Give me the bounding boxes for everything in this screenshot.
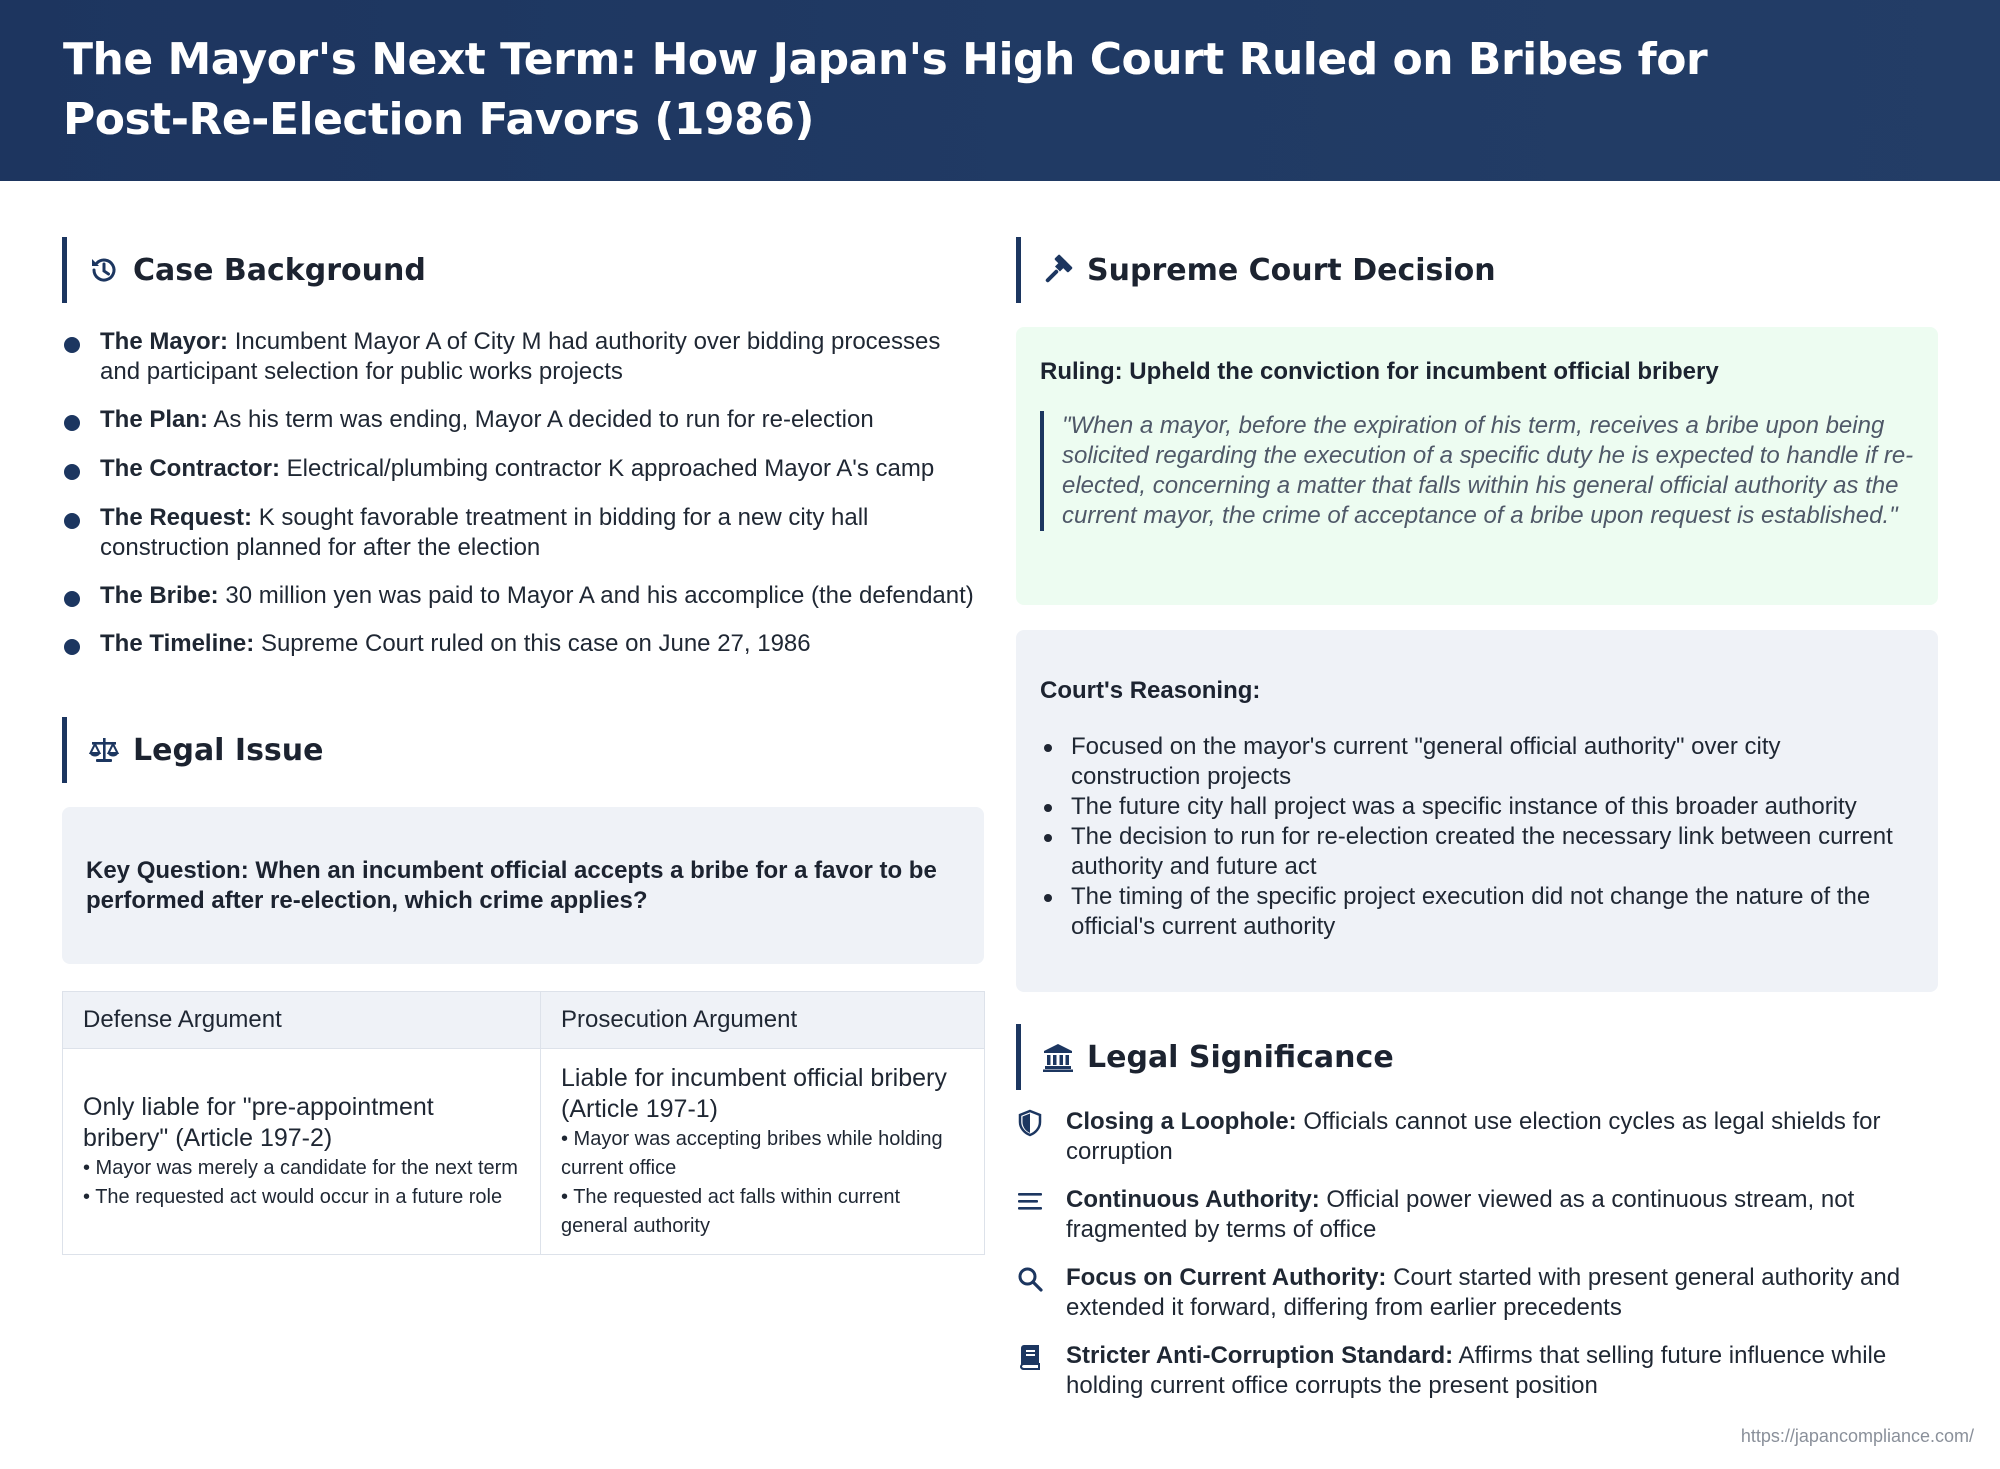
table-row (63, 1049, 985, 1255)
item-text: Court started with present general authority and extended it forward, differing from earlier precedents (1066, 1264, 1901, 1321)
scales-icon (87, 733, 121, 767)
item-text: Officials cannot use election cycles as legal shields for corruption (1066, 1108, 1881, 1165)
page-title: The Mayor's Next Term: How Japan's High Court Ruled on Bribes for Post-Re-Election Favors (1986) (63, 34, 1708, 145)
item-label: The Bribe: (100, 582, 219, 609)
item-label: The Request: (100, 504, 253, 531)
ruling-quote: "When a mayor, before the expiration of his term, receives a bribe upon being solicited regarding the execution of a specific duty he is expected to handle if re-elected, concerning a matter that falls within his general official authority as the current mayor, the crime of acceptance of a bribe upon request is established." (1040, 411, 1914, 531)
key-question-text: Key Question: When an incumbent official accepts a bribe for a favor to be performed after re-election, which crime applies? (86, 856, 937, 914)
significance-list (1016, 1107, 1938, 1401)
history-icon (87, 253, 121, 287)
item-label: The Timeline: (100, 630, 255, 657)
defense-point: • Mayor was merely a candidate for the next term (83, 1156, 518, 1179)
key-question-box (62, 807, 984, 964)
gavel-icon (1041, 253, 1075, 287)
stream-icon (1016, 1187, 1044, 1215)
list-item (62, 629, 986, 659)
list-item (1016, 1341, 1938, 1401)
item-label: Focus on Current Authority: (1066, 1264, 1387, 1291)
item-text: Supreme Court ruled on this case on June 27, 1986 (260, 630, 811, 657)
item-label: Continuous Authority: (1066, 1186, 1320, 1213)
item-label: The Mayor: (100, 328, 229, 355)
item-text: Affirms that selling future influence while holding current office corrupts the present position (1066, 1342, 1887, 1399)
prosecution-header: Prosecution Argument (541, 992, 985, 1049)
list-item: The future city hall project was a specific instance of this broader authority (1040, 792, 1914, 822)
case-background-title: Case Background (133, 252, 426, 288)
list-item (62, 503, 986, 563)
item-text: Official power viewed as a continuous stream, not fragmented by terms of office (1066, 1186, 1855, 1243)
list-item (1016, 1263, 1938, 1323)
item-label: The Plan: (100, 406, 209, 433)
defense-point: • The requested act would occur in a future role (83, 1185, 503, 1208)
shield-icon (1016, 1109, 1044, 1137)
reasoning-box (1016, 630, 1938, 992)
reasoning-title: Court's Reasoning: (1040, 677, 1261, 704)
defense-cell (63, 1049, 541, 1255)
decision-title: Supreme Court Decision (1087, 252, 1496, 288)
prosecution-point: • The requested act falls within current general authority (561, 1185, 901, 1237)
case-background-list (62, 327, 986, 659)
significance-title: Legal Significance (1087, 1039, 1394, 1075)
decision-heading (1016, 237, 1938, 303)
ruling-text: Ruling: Upheld the conviction for incumbent official bribery (1040, 358, 1719, 385)
arguments-table (62, 991, 985, 1255)
prosecution-main: Liable for incumbent official bribery (Article 197-1) (561, 1063, 947, 1123)
list-item (1016, 1185, 1938, 1245)
source-url: https://japancompliance.com/ (1740, 1426, 1974, 1446)
landmark-icon (1041, 1040, 1075, 1074)
list-item: The decision to run for re-election created the necessary link between current authority and future act (1040, 822, 1914, 882)
item-text: Incumbent Mayor A of City M had authority over bidding processes and participant selection for public works projects (100, 328, 941, 385)
right-column (1016, 237, 1938, 1399)
legal-issue-heading (62, 717, 986, 783)
item-text: K sought favorable treatment in bidding for a new city hall construction planned for after the election (100, 504, 869, 561)
list-item (62, 581, 986, 611)
case-background-heading (62, 237, 986, 303)
prosecution-cell (541, 1049, 985, 1255)
book-icon (1016, 1343, 1044, 1371)
list-item: The timing of the specific project execution did not change the nature of the official's current authority (1040, 882, 1914, 942)
left-column (62, 237, 986, 1237)
item-text: Electrical/plumbing contractor K approached Mayor A's camp (286, 455, 935, 482)
item-text: As his term was ending, Mayor A decided to run for re-election (213, 406, 874, 433)
list-item (62, 405, 986, 435)
list-item (1016, 1107, 1938, 1167)
defense-header: Defense Argument (63, 992, 541, 1049)
table-header-row (63, 992, 985, 1049)
significance-heading (1016, 1024, 1938, 1090)
list-item (62, 454, 986, 484)
ruling-box (1016, 327, 1938, 605)
item-label: Closing a Loophole: (1066, 1108, 1297, 1135)
defense-main: Only liable for "pre-appointment bribery" (Article 197-2) (83, 1092, 434, 1152)
item-label: The Contractor: (100, 455, 280, 482)
list-item (62, 327, 986, 387)
legal-issue-title: Legal Issue (133, 732, 324, 768)
page-header (0, 0, 2000, 181)
item-text: 30 million yen was paid to Mayor A and his accomplice (the defendant) (225, 582, 974, 609)
reasoning-list (1040, 732, 1914, 942)
list-item: Focused on the mayor's current "general official authority" over city construction projects (1040, 732, 1914, 792)
search-icon (1016, 1265, 1044, 1293)
item-label: Stricter Anti-Corruption Standard: (1066, 1342, 1454, 1369)
prosecution-point: • Mayor was accepting bribes while holding current office (561, 1127, 943, 1179)
